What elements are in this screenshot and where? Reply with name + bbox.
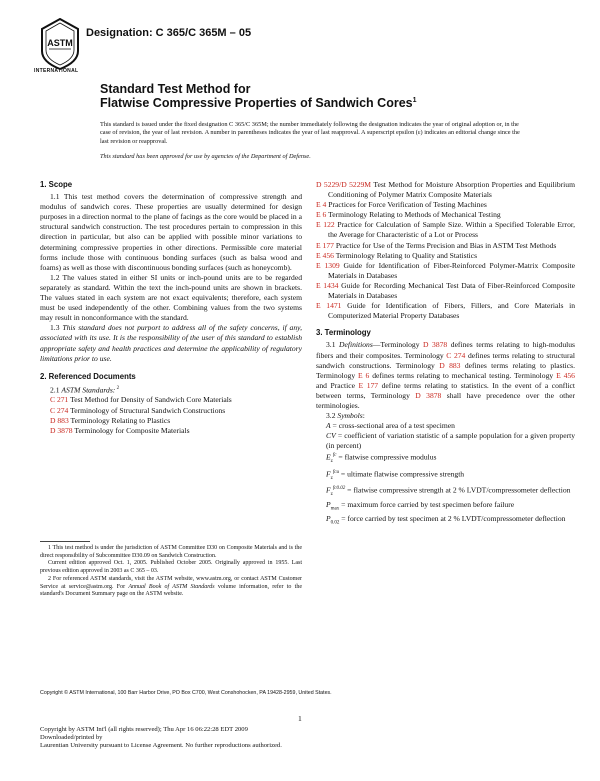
symbol: A	[326, 421, 331, 431]
symbol-subscript: 0.02	[330, 520, 340, 526]
refs-sub-lead: 2.1	[50, 385, 62, 395]
reference-title: Terminology Relating to Plastics	[68, 415, 171, 425]
symbol-meaning: = maximum force carried by test specimen before failure	[339, 499, 515, 509]
symbol-definition	[316, 500, 575, 515]
reference-title: Practice for Calculation of Sample Size. Within a Specified Tolerable Error, the Average for Characteristic of a Lot or Process	[328, 220, 575, 240]
left-column	[40, 180, 302, 436]
reference-link[interactable]: D 5229/D 5229M	[316, 180, 372, 189]
symbol-meaning: = cross-sectional area of a test specimen	[330, 421, 455, 431]
reference-link[interactable]: E 1471	[316, 301, 342, 311]
symbol-meaning: = flatwise compressive strength at 2 % LVDT/compressometer deflection	[345, 485, 571, 495]
reference-link[interactable]: E 6	[358, 370, 370, 380]
footnotes	[40, 545, 302, 599]
para-3-2-colon: :	[362, 411, 365, 421]
symbol: P	[326, 499, 331, 509]
reference-link[interactable]: D 3878	[423, 340, 448, 350]
reference-title: Test Method for Moisture Absorption Properties and Equilibrium Conditioning of Polymer Matrix Composite Materials	[328, 180, 575, 200]
symbol-meaning: = coefficient of variation statistic of a sample population for a given property (in percent)	[326, 431, 575, 451]
symbol: P	[326, 514, 331, 524]
reference-title: Guide for Identification of Fiber-Reinforced Polymer-Matrix Composite Materials in Databases	[328, 260, 575, 280]
reference-link[interactable]: E 4	[316, 200, 327, 210]
reference-item	[316, 200, 575, 210]
reference-title: Terminology for Composite Materials	[72, 425, 190, 435]
title-line-1: Standard Test Method for	[100, 82, 251, 96]
para-3-2-label: Symbols	[337, 411, 363, 421]
designation: Designation: C 365/C 365M – 05	[86, 27, 252, 39]
reference-link[interactable]: E 456	[556, 370, 575, 380]
reference-link[interactable]: D 883	[50, 415, 69, 425]
symbol-meaning: = ultimate flatwise compressive strength	[338, 469, 465, 479]
footnote-1b: Current edition approved Oct. 1, 2005. Published October 2005. Originally approved in 1955. Last previous edition approved in 2003 as C 365 – 03.	[40, 560, 302, 575]
para-1-3-text: This standard does not purport to address all of the safety concerns, if any, associated with its use. It is the responsibility of the user of this standard to establish appropriate safety and health practices and determine the applicability of regulatory limitations prior to use.	[40, 323, 303, 363]
logo-word: INTERNATIONAL	[34, 68, 79, 74]
para-3-1-def: Definitions	[339, 340, 373, 350]
reference-item	[316, 241, 575, 251]
reference-link[interactable]: C 271	[50, 395, 69, 405]
reference-item	[316, 301, 575, 321]
refs-left-list	[40, 395, 302, 435]
refs-heading: 2. Referenced Documents	[40, 371, 136, 381]
symbol-definition	[316, 451, 575, 467]
reference-title: Terminology Relating to Quality and Statistics	[333, 250, 478, 260]
dod-approval: This standard has been approved for use by agencies of the Department of Defense.	[100, 153, 311, 160]
symbol-meaning: = force carried by test specimen at 2 % LVDT/compressometer deflection	[339, 514, 566, 524]
footnote-1: 1 This test method is under the jurisdiction of ASTM Committee D30 on Composite Materials and is the direct responsibility of Subcommittee D30.09 on Sandwich Construction.	[40, 545, 302, 559]
para-1-2: 1.2 The values stated in either SI units or inch-pound units are to be regarded separately as standard. Within the text the inch-pound units are shown in brackets. The values stated in each system are not exact equivalents; therefore, each system must be used independently of the other. Combining values from the two systems may result in nonconformance with the standard.	[40, 272, 302, 323]
reference-link[interactable]: D 3878	[50, 425, 73, 435]
refs-right-list	[316, 180, 575, 321]
reference-title: Practice for Use of the Terms Precision and Bias in ASTM Test Methods	[333, 240, 557, 250]
symbol-definition	[316, 431, 575, 451]
reference-item	[316, 210, 575, 220]
reference-title: Practices for Force Verification of Testing Machines	[326, 200, 487, 210]
symbol-superscript: fc0.02	[332, 485, 346, 491]
reference-link[interactable]: D 3878	[415, 390, 442, 400]
reference-item	[316, 281, 575, 301]
symbol-definition	[316, 468, 575, 484]
reference-link[interactable]: C 274	[50, 405, 69, 415]
symbol: F	[326, 485, 331, 495]
reference-link[interactable]: E 122	[316, 220, 335, 230]
para-3-2	[316, 411, 575, 421]
para-3-1-text: —Terminology	[372, 340, 424, 350]
para-3-1-text: defines terms relating to plastics. Terminology	[316, 360, 575, 380]
scope-heading: 1. Scope	[40, 180, 73, 189]
reference-link[interactable]: C 274	[446, 350, 466, 360]
astm-logo-icon	[40, 18, 80, 70]
download-line-2: Downloaded/printed by	[40, 734, 103, 742]
footnote-2	[40, 576, 302, 599]
symbol-definition	[316, 484, 575, 500]
para-3-1-text: and Practice	[316, 380, 359, 390]
symbol-subscript: z	[330, 459, 333, 465]
symbol-subscript: z	[330, 491, 333, 497]
reference-title: Terminology Relating to Methods of Mechanical Testing	[326, 210, 501, 220]
footnote-2-a: 2 For referenced ASTM standards, visit the ASTM website, www.astm.org, or contact ASTM Customer Service at service@astm.org. For	[40, 575, 302, 590]
symbol-superscript: fc	[332, 453, 337, 459]
copyright-line: Copyright © ASTM International, 100 Barr Harbor Drive, PO Box C700, West Conshohocken, PA 19428-2959, United States.	[40, 690, 332, 696]
para-3-1-text: defines terms relating to mechanical testing. Terminology	[369, 370, 557, 380]
reference-title: Test Method for Density of Sandwich Core Materials	[68, 395, 232, 405]
reference-item	[40, 416, 302, 426]
para-3-1-text: define terms relating to statistics. In the event of a conflict between terms, Terminology	[316, 380, 575, 400]
footnote-rule	[40, 541, 90, 542]
reference-item	[316, 261, 575, 281]
para-3-1-text: defines terms relating to structural sandwich constructions. Terminology	[316, 350, 575, 370]
reference-link[interactable]: E 456	[316, 250, 334, 260]
issuance-notice: This standard is issued under the fixed designation C 365/C 365M; the number immediately following the designation indicates the year of original adoption or, in the case of revision, the year of last revision. A number in parentheses indicates the year of last reapproval. A superscript epsilon (ε) indicates an editorial change since the last revision or reapproval.	[100, 121, 520, 145]
svg-text:ASTM: ASTM	[47, 38, 73, 48]
download-line-1: Copyright by ASTM Int'l (all rights reserved); Thu Apr 16 06:22:28 EDT 2009	[40, 726, 248, 733]
para-1-3	[40, 323, 302, 363]
reference-title: Guide for Identification of Fibers, Fillers, and Core Materials in Computerized Material Property Databases	[328, 301, 575, 321]
reference-link[interactable]: E 1309	[316, 260, 340, 270]
reference-link[interactable]: E 177	[316, 240, 334, 250]
symbol: CV	[326, 431, 336, 441]
para-1-1: 1.1 This test method covers the determination of compressive strength and modulus of sandwich cores. These properties are usually determined for design purposes in a direction normal to the plane of facings as the core would be placed in a structural sandwich construction. The test procedures pertain to compression in this direction in particular, but also can be applied with possible minor variations to determining compressive properties in other directions. Permissible core material forms include those with continuous bonding surfaces (such as balsa wood and foams) as well as those with discontinuous bonding surfaces (such as honeycomb).	[40, 192, 302, 272]
refs-sub-mark: 2	[115, 385, 120, 391]
para-3-2-lead: 3.2	[326, 411, 338, 421]
reference-link[interactable]: E 1434	[316, 280, 339, 290]
para-3-1-text: shall have precedence over the other terminologies.	[316, 390, 575, 410]
reference-link[interactable]: E 177	[358, 380, 379, 390]
title-main: Flatwise Compressive Properties of Sandwich Cores	[100, 96, 413, 110]
title-footnote-mark: 1	[412, 96, 417, 104]
page-number: 1	[298, 714, 302, 723]
reference-item	[316, 180, 575, 200]
reference-item	[40, 426, 302, 436]
refs-sub-label: ASTM Standards:	[61, 385, 116, 395]
download-line-3: Laurentian University pursuant to License Agreement. No further reproductions authorized.	[40, 742, 282, 750]
reference-item	[316, 251, 575, 261]
symbol-subscript: max	[330, 506, 340, 512]
symbol: E	[326, 452, 331, 462]
reference-item	[40, 406, 302, 416]
footnote-2-c: volume information, refer to the standard's Document Summary page on the ASTM website.	[40, 583, 302, 598]
reference-link[interactable]: D 883	[439, 360, 461, 370]
para-3-1-text: defines terms relating to high-modulus fibers and their composites. Terminology	[316, 340, 575, 360]
refs-sub	[40, 384, 302, 396]
symbol-definition	[316, 514, 575, 529]
download-notice	[40, 726, 282, 751]
terminology-heading: 3. Terminology	[316, 328, 371, 338]
reference-item	[40, 395, 302, 405]
reference-item	[316, 220, 575, 240]
para-3-1-lead: 3.1	[326, 340, 340, 350]
symbol-superscript: fcu	[332, 469, 339, 475]
symbol-list	[316, 421, 575, 529]
para-1-3-lead: 1.3	[50, 323, 63, 333]
symbol: F	[326, 469, 331, 479]
footnote-2-b: Annual Book of ASTM Standards	[128, 583, 215, 590]
symbol-meaning: = flatwise compressive modulus	[336, 452, 437, 462]
reference-link[interactable]: E 6	[316, 210, 327, 220]
right-column	[316, 180, 575, 529]
reference-title: Guide for Recording Mechanical Test Data of Fiber-Reinforced Composite Materials in Databases	[328, 280, 575, 301]
symbol-subscript: z	[330, 475, 333, 481]
title-line-2	[100, 96, 417, 110]
reference-title: Terminology of Structural Sandwich Constructions	[68, 405, 226, 415]
para-3-1	[316, 340, 575, 411]
symbol-definition	[316, 421, 575, 431]
